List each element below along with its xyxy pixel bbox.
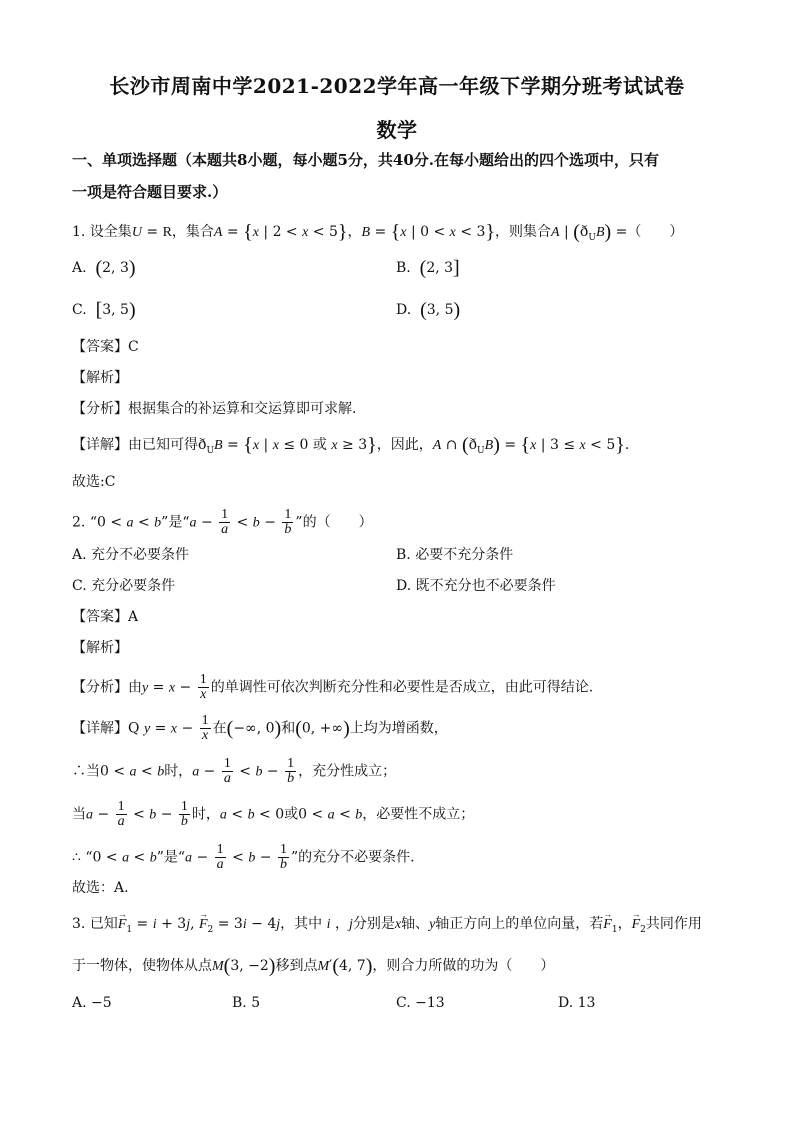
- q3-option-b: B. 5: [232, 995, 261, 1011]
- q2-option-c: C. 充分必要条件: [72, 578, 176, 594]
- q2-option-d: D. 既不充分也不必要条件: [396, 578, 556, 594]
- q2-choose: 故选：A.: [72, 880, 129, 896]
- q2-fenxi: 【分析】由y = x − $\frac{1}{x}$ 的单调性可依次判断充分性和必要性是否成立，由此可得结论.: [72, 672, 594, 702]
- q1-answer: 【答案】C: [72, 339, 139, 355]
- section-heading-line1: 一、单项选择题（本题共8小题，每小题5分，共40分.在每小题给出的四个选项中，只有: [72, 151, 659, 169]
- question-3-line2: 于一物体，使物体从点M(3, −2)移到点M′(4, 7)，则合力所做的功为（ ）: [72, 955, 555, 977]
- q1-option-d: D. (3, 5): [396, 299, 461, 321]
- subject-title: 数学: [376, 118, 418, 142]
- question-2: 2. “0 < a < b”是“a − $\frac{1}{a}$ < b − $\frac{1}{b}$ ”的（ ）: [72, 507, 373, 537]
- q1-option-a: A. (2, 3): [72, 257, 136, 279]
- q2-step-1: ∴当0 < a < b时，a − $\frac{1}{a}$ < b − $\frac{1}{b}$ ，充分性成立；: [72, 756, 397, 786]
- q1-option-b: B. (2, 3]: [396, 257, 460, 279]
- section-heading-line2: 一项是符合题目要求.）: [72, 183, 228, 201]
- q1-text-5: （ ）: [627, 224, 684, 240]
- q2-option-b: B. 必要不充分条件: [396, 547, 514, 563]
- q1-choose: 故选:C: [72, 474, 116, 490]
- question-3-line1: 3. 已知→ $F_1 = i + 3j$, → $F_2 = 3i - 4j$，其中 i ，j分别是x轴、y轴正方向上的单位向量，若→ $F_1$，→ $F_2$共同作用: [72, 914, 702, 940]
- q2-option-a: A. 充分不必要条件: [72, 547, 190, 563]
- q1-fenxi: 【分析】根据集合的补运算和交运算即可求解.: [72, 401, 357, 417]
- q2-answer: 【答案】A: [72, 609, 139, 625]
- q2-analysis-label: 【解析】: [72, 640, 128, 656]
- q1-xiangjie: 【详解】由已知可得$ð_UB = \{x$ | x ≤ 0 或 x ≥ 3}，因此，A ∩ $(ð_UB) = \{x$ | 3 ≤ x < 5}.: [72, 434, 630, 456]
- q1-analysis-label: 【解析】: [72, 370, 128, 386]
- q1-text-2: ，集合: [171, 224, 214, 240]
- question-1: 1. 设全集U = R，集合A = {x | 2 < x < 5}，B = {x | 0 < x < 3}，则集合A | $(ð_UB)$ =（ ）: [72, 221, 684, 243]
- q2-step-2: 当a − $\frac{1}{a}$ < b − $\frac{1}{b}$ 时，a < b < 0或0 < a < b，必要性不成立；: [72, 799, 475, 829]
- q1-number: 1.: [72, 224, 86, 240]
- q1-text-3: ，: [347, 224, 362, 240]
- q2-step-3: ∴ “0 < a < b”是“a − $\frac{1}{a}$ < b − $\frac{1}{b}$ ”的充分不必要条件.: [72, 842, 415, 872]
- q1-option-c: C. [3, 5): [72, 299, 136, 321]
- exam-title: 长沙市周南中学2021-2022学年高一年级下学期分班考试试卷: [109, 74, 685, 98]
- q3-option-d: D. 13: [558, 995, 596, 1011]
- q1-text-1: 设全集: [89, 224, 132, 240]
- q2-xiangjie: 【详解】Q y = x − $\frac{1}{x}$ 在(−∞, 0)和(0, +∞)上均为增函数，: [72, 713, 448, 743]
- q3-option-c: C. −13: [396, 995, 445, 1011]
- q3-option-a: A. −5: [72, 995, 112, 1011]
- q1-text-4: ，则集合: [495, 224, 552, 240]
